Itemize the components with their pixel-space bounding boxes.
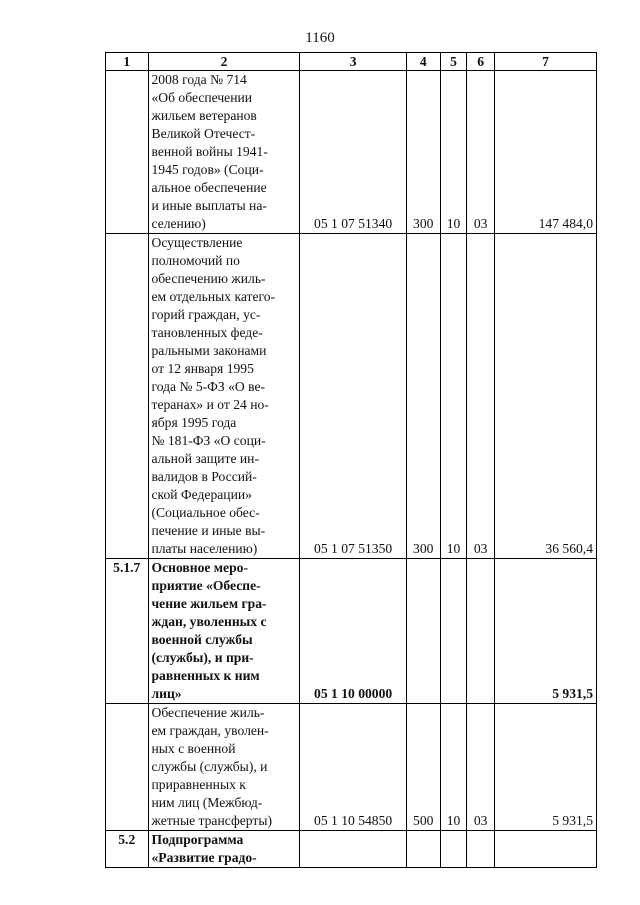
description-line: ним лиц (Межбюд- bbox=[151, 795, 263, 810]
header-col-2: 2 bbox=[148, 53, 300, 71]
description-line: приятие «Обеспе- bbox=[151, 578, 261, 593]
target-article-code: 05 1 10 54850 bbox=[300, 704, 406, 831]
table-row bbox=[106, 704, 597, 831]
row-description bbox=[148, 559, 300, 704]
target-article-code: 05 1 10 00000 bbox=[300, 559, 406, 704]
description-line: № 181-ФЗ «О соци- bbox=[151, 433, 266, 448]
target-article-code: 05 1 07 51340 bbox=[300, 71, 406, 234]
description-line: ем граждан, уволен- bbox=[151, 723, 269, 738]
description-line: равненных к ним bbox=[151, 668, 260, 683]
row-number: 5.1.7 bbox=[106, 559, 149, 704]
table-row bbox=[106, 831, 597, 868]
description-line: военной службы bbox=[151, 632, 253, 647]
description-line: полномочий по bbox=[151, 253, 240, 268]
amount: 5 931,5 bbox=[494, 559, 596, 704]
description-line: платы населению) bbox=[151, 541, 258, 556]
amount: 147 484,0 bbox=[494, 71, 596, 234]
amount: 5 931,5 bbox=[494, 704, 596, 831]
description-line: обеспечению жиль- bbox=[151, 271, 266, 286]
budget-table bbox=[105, 52, 597, 868]
amount bbox=[494, 831, 596, 868]
description-line: венной войны 1941- bbox=[151, 144, 268, 159]
description-line: ября 1995 года bbox=[151, 415, 237, 430]
description-line: ской Федерации» bbox=[151, 487, 252, 502]
row-number bbox=[106, 71, 149, 234]
description-line: и иные выплаты на- bbox=[151, 198, 267, 213]
row-description bbox=[148, 71, 300, 234]
description-line: ных с военной bbox=[151, 741, 236, 756]
expense-type: 300 bbox=[406, 234, 440, 559]
section-code: 10 bbox=[440, 704, 467, 831]
page-number: 1160 bbox=[305, 30, 335, 46]
description-line: чение жильем гра- bbox=[151, 596, 267, 611]
description-line: селению) bbox=[151, 216, 206, 231]
target-article-code bbox=[300, 831, 406, 868]
table-row bbox=[106, 559, 597, 704]
description-line: «Развитие градо- bbox=[151, 850, 257, 865]
row-number bbox=[106, 234, 149, 559]
description-line: приравненных к bbox=[151, 777, 246, 792]
row-number: 5.2 bbox=[106, 831, 149, 868]
description-line: Великой Отечест- bbox=[151, 126, 256, 141]
description-line: ральными законами bbox=[151, 343, 267, 358]
description-line: печение и иные вы- bbox=[151, 523, 266, 538]
row-description bbox=[148, 234, 300, 559]
row-description bbox=[148, 831, 300, 868]
description-line: ем отдельных катего- bbox=[151, 289, 276, 304]
header-col-7: 7 bbox=[494, 53, 596, 71]
subsection-code: 03 bbox=[467, 71, 495, 234]
description-line: года № 5-ФЗ «О ве- bbox=[151, 379, 266, 394]
description-line: тановленных феде- bbox=[151, 325, 263, 340]
expense-type: 500 bbox=[406, 704, 440, 831]
description-line: службы (службы), и bbox=[151, 759, 268, 774]
subsection-code: 03 bbox=[467, 704, 495, 831]
row-number bbox=[106, 704, 149, 831]
description-line: ждан, уволенных с bbox=[151, 614, 267, 629]
header-row bbox=[106, 53, 597, 71]
header-col-5: 5 bbox=[440, 53, 467, 71]
table-row bbox=[106, 71, 597, 234]
subsection-code: 03 bbox=[467, 234, 495, 559]
target-article-code: 05 1 07 51350 bbox=[300, 234, 406, 559]
section-code bbox=[440, 831, 467, 868]
amount: 36 560,4 bbox=[494, 234, 596, 559]
description-line: валидов в Россий- bbox=[151, 469, 257, 484]
description-line: теранах» и от 24 но- bbox=[151, 397, 269, 412]
section-code: 10 bbox=[440, 71, 467, 234]
description-line: 1945 годов» (Соци- bbox=[151, 162, 264, 177]
description-line: горий граждан, ус- bbox=[151, 307, 261, 322]
expense-type bbox=[406, 831, 440, 868]
section-code: 10 bbox=[440, 234, 467, 559]
header-col-6: 6 bbox=[467, 53, 495, 71]
header-col-3: 3 bbox=[300, 53, 406, 71]
description-line: альное обеспечение bbox=[151, 180, 267, 195]
description-line: Подпрограмма bbox=[151, 832, 244, 847]
expense-type: 300 bbox=[406, 71, 440, 234]
description-line: (Социальное обес- bbox=[151, 505, 260, 520]
description-line: (службы), и при- bbox=[151, 650, 254, 665]
description-line: лиц» bbox=[151, 686, 182, 701]
description-line: от 12 января 1995 bbox=[151, 361, 254, 376]
description-line: альной защите ин- bbox=[151, 451, 259, 466]
description-line: жетные трансферты) bbox=[151, 813, 272, 828]
description-line: Обеспечение жиль- bbox=[151, 705, 265, 720]
description-line: 2008 года № 714 bbox=[151, 72, 247, 87]
subsection-code bbox=[467, 831, 495, 868]
header-col-1: 1 bbox=[106, 53, 149, 71]
section-code bbox=[440, 559, 467, 704]
header-col-4: 4 bbox=[406, 53, 440, 71]
description-line: жильем ветеранов bbox=[151, 108, 257, 123]
description-line: «Об обеспечении bbox=[151, 90, 253, 105]
subsection-code bbox=[467, 559, 495, 704]
description-line: Основное меро- bbox=[151, 560, 248, 575]
description-line: Осуществление bbox=[151, 235, 243, 250]
table-row bbox=[106, 234, 597, 559]
expense-type bbox=[406, 559, 440, 704]
row-description bbox=[148, 704, 300, 831]
